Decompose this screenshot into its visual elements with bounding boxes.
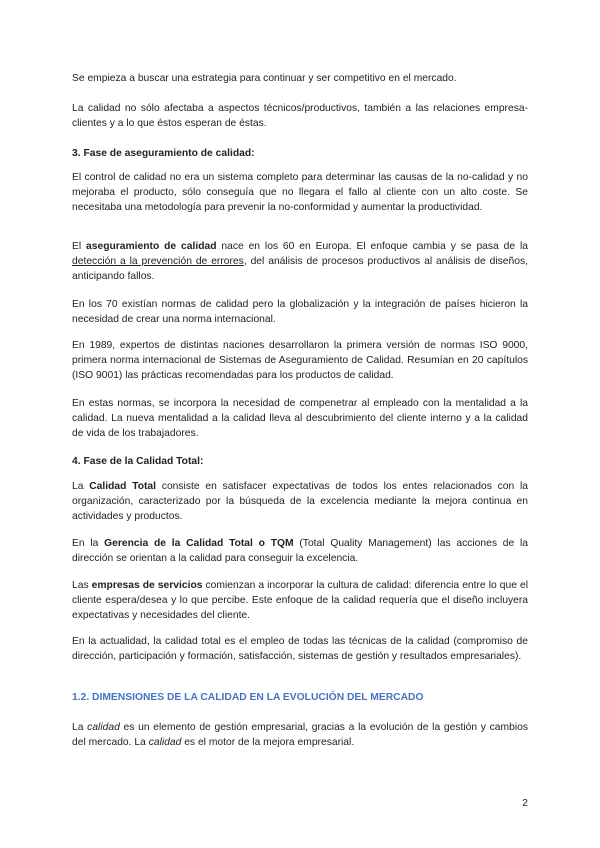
paragraph-total-quality: La Calidad Total consiste en satisfacer expectativas de todos los entes relacionados con la organización, caracterizado por la búsqueda de la excelencia mediante la mejora continua en actividades y productos.: [72, 481, 528, 522]
section-title-dimensions: 1.2. DIMENSIONES DE LA CALIDAD EN LA EVOLUCIÓN DEL MERCADO: [72, 692, 424, 703]
heading-phase-4: 4. Fase de la Calidad Total:: [72, 456, 204, 467]
paragraph-tqm: En la Gerencia de la Calidad Total o TQM (Total Quality Management) las acciones de la dirección se orientan a la calidad para conseguir la excelencia.: [72, 538, 528, 564]
paragraph-quality-dimensions: La calidad es un elemento de gestión empresarial, gracias a la evolución de la gestión y cambios del mercado. La calidad es el motor de la mejora empresarial.: [72, 722, 528, 748]
term-total-quality: Calidad Total: [89, 481, 157, 492]
term-quality-assurance: aseguramiento de calidad: [86, 241, 217, 252]
paragraph-iso-9000: En 1989, expertos de distintas naciones desarrollaron la primera versión de normas ISO 9000, primera norma internacional de Sistemas de Aseguramiento de Calidad. Resumían en 20 capítulos (ISO 9001) las prácticas recomendadas para los productos de calidad.: [72, 340, 528, 381]
term-calidad-italic: calidad: [87, 722, 120, 733]
paragraph-current-total-quality: En la actualidad, la calidad total es el empleo de todas las técnicas de la calidad (compromiso de dirección, participación y formación, satisfacción, sistemas de gestión y resultados empresariales).: [72, 636, 528, 662]
paragraph-seventies: En los 70 existían normas de calidad pero la globalización y la integración de países hicieron la necesidad de crear una norma internacional.: [72, 299, 528, 325]
term-calidad-italic: calidad: [148, 737, 182, 748]
paragraph-intro: Se empieza a buscar una estrategia para continuar y ser competitivo en el mercado.: [72, 73, 457, 84]
paragraph-quality-control: El control de calidad no era un sistema completo para determinar las causas de la no-calidad y no mejoraba el producto, sólo conseguía que no llegara el fallo al cliente con un alto coste. Se necesitaba una metodología para prevenir la no-conformidad y aumentar la productividad.: [72, 172, 528, 213]
heading-phase-3: 3. Fase de aseguramiento de calidad:: [72, 148, 255, 159]
term-tqm: Gerencia de la Calidad Total o TQM: [104, 538, 294, 549]
term-service-companies: empresas de servicios: [91, 580, 203, 591]
paragraph-relations: La calidad no sólo afectaba a aspectos técnicos/productivos, también a las relaciones empresa-clientes y a lo que éstos esperan de éstas.: [72, 103, 528, 129]
underlined-detection-prevention: detección a la prevención de errores: [72, 256, 244, 267]
page-number: 2: [522, 797, 528, 809]
paragraph-quality-assurance: El aseguramiento de calidad nace en los 60 en Europa. El enfoque cambia y se pasa de la detección a la prevención de errores, del análisis de procesos productivos al análisis de diseños, anticipando fallos.: [72, 241, 528, 282]
paragraph-norms-mentality: En estas normas, se incorpora la necesidad de compenetrar al empleado con la mentalidad a la calidad. La nueva mentalidad a la calidad lleva al descubrimiento del cliente interno y a la calidad de vida de los trabajadores.: [72, 398, 528, 439]
paragraph-service-companies: Las empresas de servicios comienzan a incorporar la cultura de calidad: diferencia entre lo que el cliente espera/desea y lo que percibe. Este enfoque de la calidad requería que el diseño incluyera expectativas y necesidades del cliente.: [72, 580, 528, 621]
